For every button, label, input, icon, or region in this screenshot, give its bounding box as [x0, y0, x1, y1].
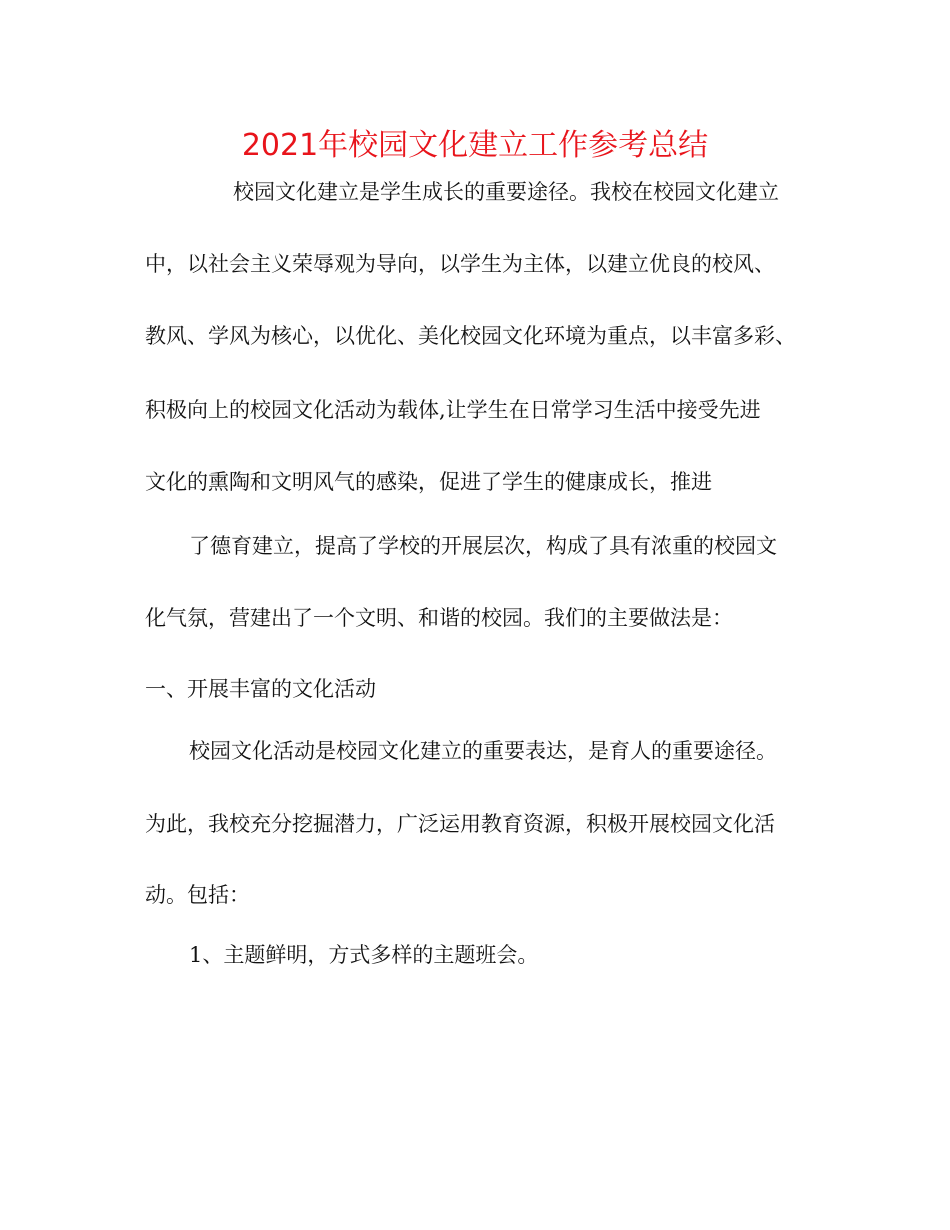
paragraph-line: 教风、学风为核心，以优化、美化校园文化环境为重点，以丰富多彩、 [145, 324, 796, 348]
paragraph-line: 中，以社会主义荣辱观为导向，以学生为主体，以建立优良的校风、 [145, 252, 775, 276]
document-title: 2021年校园文化建立工作参考总结 [241, 128, 709, 163]
paragraph-line: 为此，我校充分挖掘潜力，广泛运用教育资源，积极开展校园文化活 [145, 812, 775, 836]
paragraph-line: 校园文化活动是校园文化建立的重要表达，是育人的重要途径。 [189, 739, 777, 763]
section-heading: 一、开展丰富的文化活动 [145, 677, 376, 701]
paragraph-line: 积极向上的校园文化活动为载体,让学生在日常学习生活中接受先进 [145, 398, 761, 422]
paragraph-line: 动。包括： [145, 883, 250, 907]
paragraph-line: 校园文化建立是学生成长的重要途径。我校在校园文化建立 [233, 180, 779, 204]
paragraph-line: 化气氛，营建出了一个文明、和谐的校园。我们的主要做法是： [145, 606, 733, 630]
list-item: 1、主题鲜明，方式多样的主题班会。 [189, 943, 539, 967]
paragraph-line: 文化的熏陶和文明风气的感染，促进了学生的健康成长，推进 [145, 470, 712, 494]
paragraph-line: 了德育建立，提高了学校的开展层次，构成了具有浓重的校园文 [189, 534, 777, 558]
